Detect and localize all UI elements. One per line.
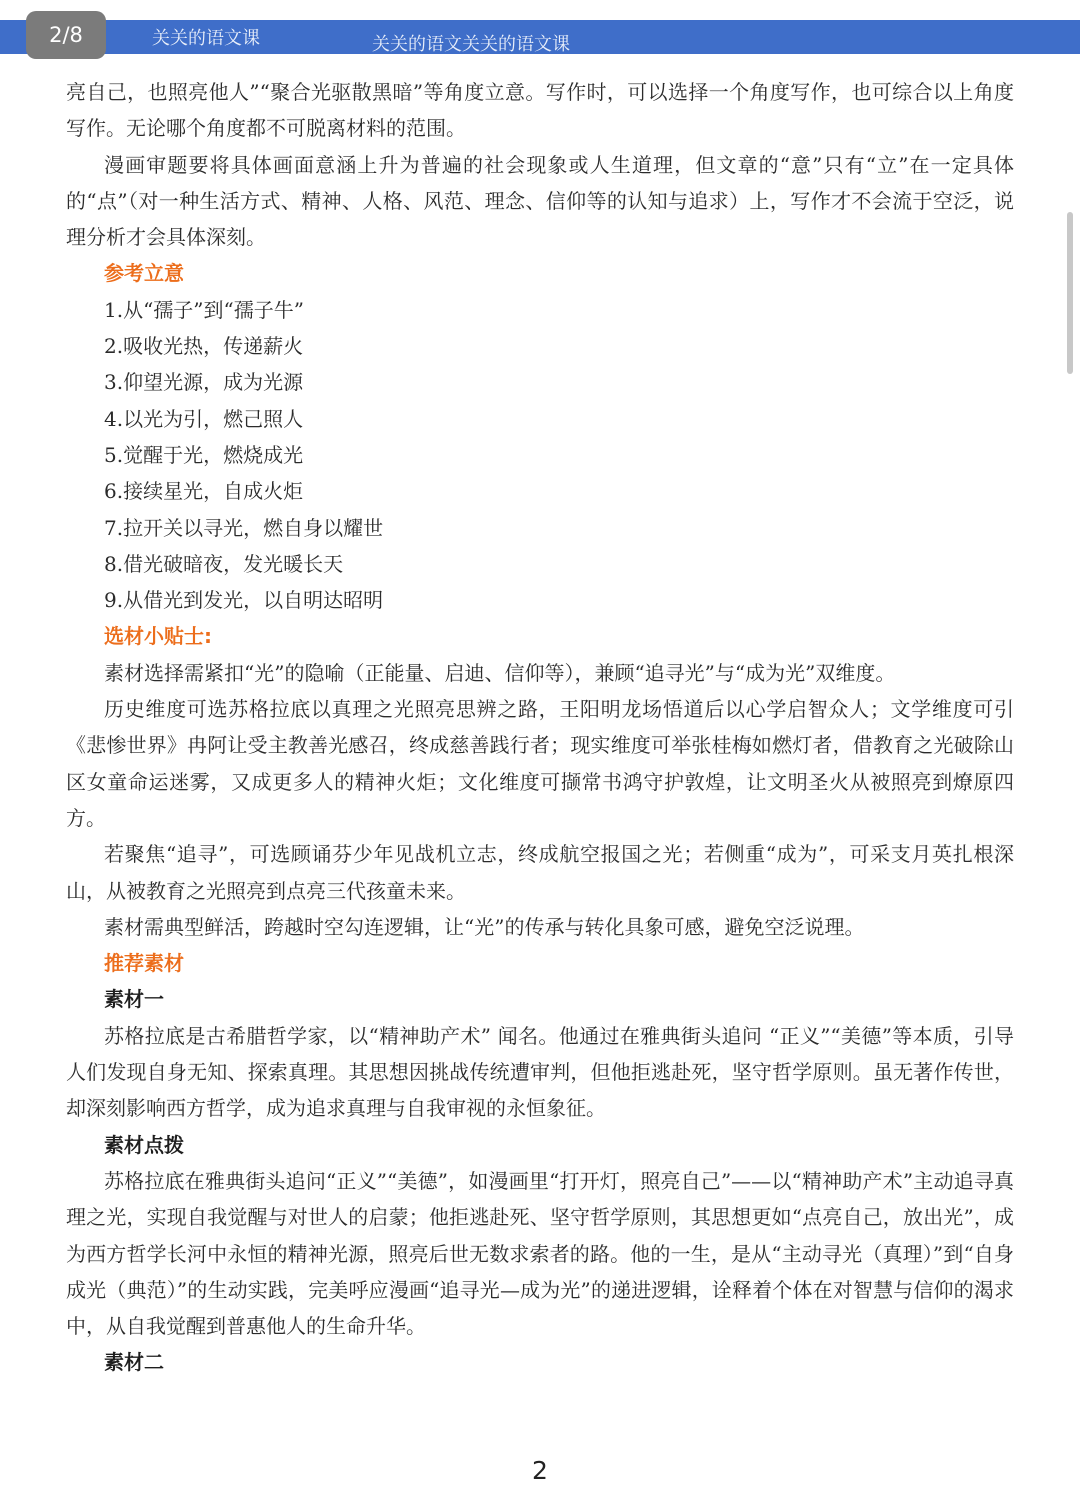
idea-item: 2.吸收光热，传递薪火: [104, 334, 304, 359]
paragraph: 漫画审题要将具体画面意涵上升为普遍的社会现象或人生道理，但文章的“意”只有“立”在一定具体的“点”（对一种生活方式、精神、人格、风范、理念、信仰等的认知与追求）上，写作才不会流于空泛，说理分析才会具体深刻。: [66, 152, 1014, 250]
tip-paragraph: 素材需典型鲜活，跨越时空勾连逻辑，让“光”的传承与转化具象可感，避免空泛说理。: [104, 914, 865, 939]
tip-paragraph: 历史维度可选苏格拉底以真理之光照亮思辨之路，王阳明龙场悟道后以心学启智众人；文学维度可引《悲惨世界》冉阿让受主教善光感召，终成慈善践行者；现实维度可举张桂梅如燃灯者，借教育之光破除山区女童命运迷雾，又成更多人的精神火炬；文化维度可撷常书鸿守护敦煌，让文明圣火从被照亮到燎原四方。: [66, 697, 1014, 830]
tip-paragraph: 若聚焦“追寻”，可选顾诵芬少年见战机立志，终成航空报国之光；若侧重“成为”，可采支月英扎根深山，从被教育之光照亮到点亮三代孩童未来。: [66, 842, 1014, 903]
header-title: 关关的语文课: [152, 28, 260, 49]
idea-item: 1.从“孺子”到“孺子牛”: [104, 297, 304, 322]
header-subtitle: 关关的语文关关的语文课: [372, 34, 570, 55]
idea-item: 8.借光破暗夜，发光暖长天: [104, 551, 344, 576]
material-text: 苏格拉底是古希腊哲学家，以“精神助产术” 闻名。他通过在雅典街头追问 “正义”“美德”等本质，引导人们发现自身无知、探索真理。其思想因挑战传统遭审判，但他拒逃赴死，坚守哲学原则。虽无著作传世，却深刻影响西方哲学，成为追求真理与自我审视的永恒象征。: [66, 1023, 1014, 1121]
idea-item: 4.以光为引，燃己照人: [104, 406, 304, 431]
idea-item: 3.仰望光源，成为光源: [104, 370, 304, 395]
section-heading-ideas: 参考立意: [104, 261, 184, 286]
idea-item: 9.从借光到发光，以自明达昭明: [104, 588, 384, 613]
idea-item: 5.觉醒于光，燃烧成光: [104, 442, 304, 467]
section-heading-materials: 推荐素材: [104, 951, 184, 976]
material-comment: 苏格拉底在雅典街头追问“正义”“美德”，如漫画里“打开灯，照亮自己”——以“精神助产术”主动追寻真理之光，实现自我觉醒与对世人的启蒙；他拒逃赴死、坚守哲学原则，其思想更如“点亮自己，放出光”，成为西方哲学长河中永恒的精神光源，照亮后世无数求索者的路。他的一生，是从“主动寻光（真理）”到“自身成光（典范）”的生动实践，完美呼应漫画“追寻光—成为光”的递进逻辑，诠释着个体在对智慧与信仰的渴求中，从自我觉醒到普惠他人的生命升华。: [66, 1168, 1014, 1339]
material-comment-title: 素材点拨: [104, 1132, 184, 1157]
idea-item: 6.接续星光，自成火炬: [104, 479, 304, 504]
page-indicator: 2/8: [26, 11, 106, 59]
idea-item: 7.拉开关以寻光，燃自身以耀世: [104, 515, 384, 540]
section-heading-tips: 选材小贴士:: [104, 624, 212, 649]
material-title: 素材二: [104, 1350, 164, 1375]
document-body: [66, 74, 1014, 1381]
scrollbar-thumb[interactable]: [1067, 212, 1073, 374]
tip-paragraph: 素材选择需紧扣“光”的隐喻（正能量、启迪、信仰等），兼顾“追寻光”与“成为光”双维度。: [104, 660, 896, 685]
paragraph: 亮自己，也照亮他人”“聚合光驱散黑暗”等角度立意。写作时，可以选择一个角度写作，也可综合以上角度写作。无论哪个角度都不可脱离材料的范围。: [66, 80, 1014, 141]
material-title: 素材一: [104, 987, 164, 1012]
page-number: 2: [532, 1456, 548, 1485]
